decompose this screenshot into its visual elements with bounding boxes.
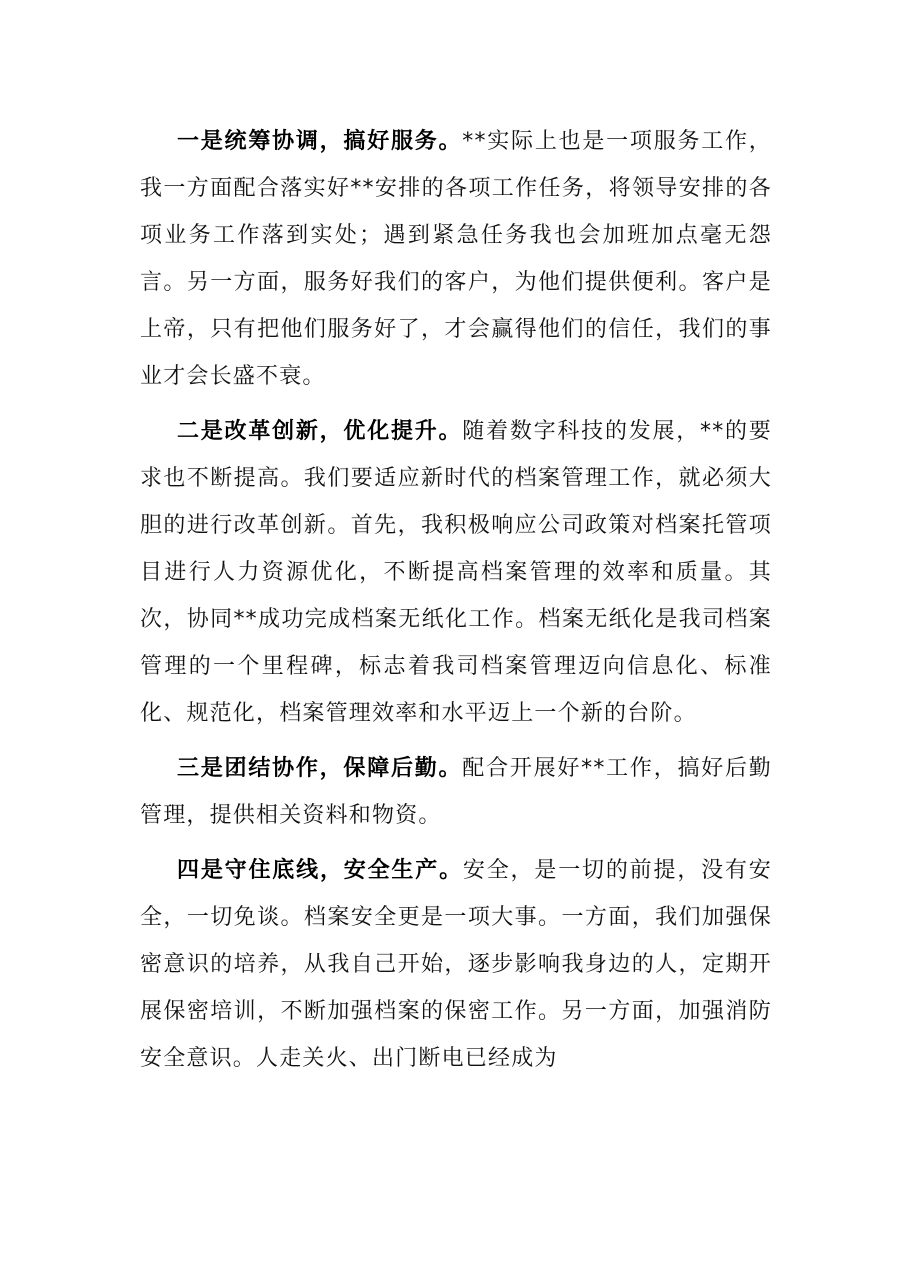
paragraph-3-heading: 三是团结协作，保障后勤。	[177, 756, 463, 781]
paragraph-4	[140, 847, 772, 1082]
paragraph-2	[140, 408, 772, 737]
paragraph-1-heading: 一是统筹协调，搞好服务。	[177, 129, 463, 154]
paragraph-2-heading: 二是改革创新，优化提升。	[177, 419, 463, 444]
paragraph-4-text: 安全，是一切的前提，没有安全，一切免谈。档案安全更是一项大事。一方面，我们加强保密意识的培养，从我自己开始，逐步影响我身边的人，定期开展保密培训，不断加强档案的保密工作。另一方面，加强消防安全意识。人走关火、出门断电已经成为	[140, 858, 772, 1071]
paragraph-2-text: 随着数字科技的发展，**的要求也不断提高。我们要适应新时代的档案管理工作，就必须大胆的进行改革创新。首先，我积极响应公司政策对档案托管项目进行人力资源优化，不断提高档案管理的效率和质量。其次，协同**成功完成档案无纸化工作。档案无纸化是我司档案管理的一个里程碑，标志着我司档案管理迈向信息化、标准化、规范化，档案管理效率和水平迈上一个新的台阶。	[140, 419, 772, 726]
document-body	[140, 118, 772, 1090]
paragraph-3	[140, 745, 772, 839]
paragraph-1-text: **实际上也是一项服务工作，我一方面配合落实好**安排的各项工作任务，将领导安排的各项业务工作落到实处；遇到紧急任务我也会加班加点毫无怨言。另一方面，服务好我们的客户，为他们提供便利。客户是上帝，只有把他们服务好了，才会赢得他们的信任，我们的事业才会长盛不衰。	[140, 129, 772, 389]
paragraph-1	[140, 118, 772, 400]
paragraph-4-heading: 四是守住底线，安全生产。	[177, 858, 463, 883]
paragraph-3-text: 配合开展好**工作，搞好后勤管理，提供相关资料和物资。	[140, 756, 772, 828]
